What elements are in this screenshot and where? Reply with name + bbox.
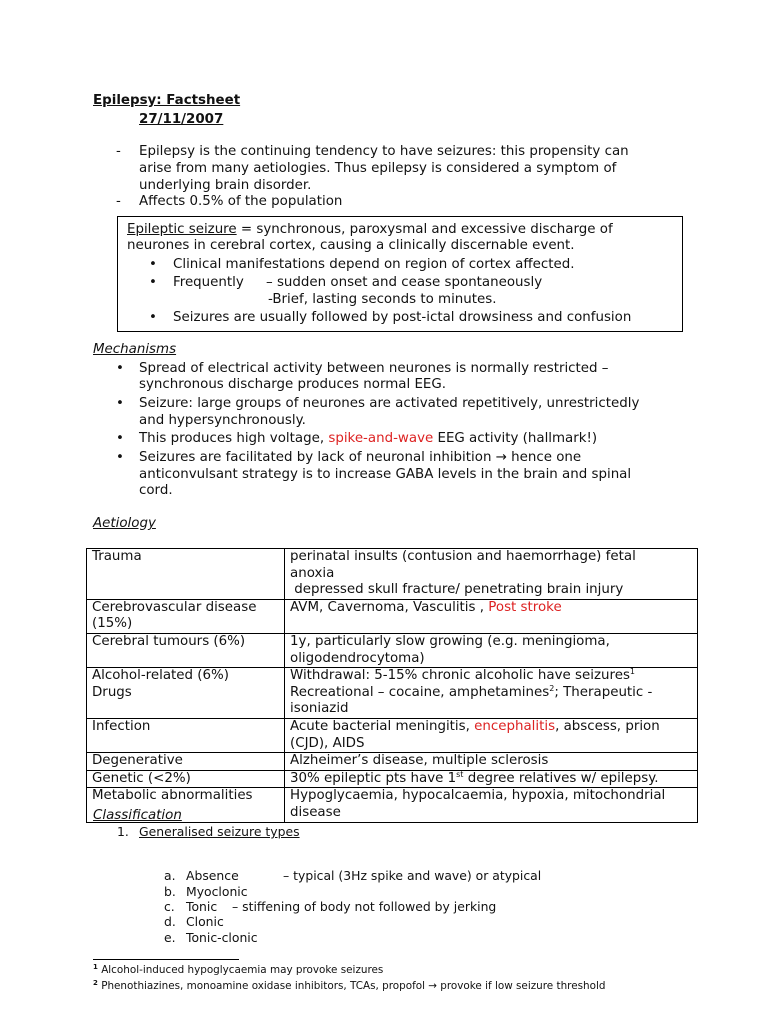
- list-letter: a.: [164, 868, 176, 883]
- table-row: [87, 718, 698, 752]
- section-heading: Aetiology: [93, 516, 156, 531]
- bullet-icon: •: [116, 396, 124, 411]
- footnote-number: 1: [93, 963, 98, 971]
- list-item: Tonic: [186, 899, 218, 914]
- page-title: Epilepsy: Factsheet: [93, 93, 241, 108]
- highlight-text: encephalitis: [474, 718, 556, 734]
- cell-line: Alcohol-related (6%): [92, 668, 229, 684]
- footnote-divider: [93, 959, 239, 960]
- table-row: [87, 770, 698, 788]
- superscript: st: [456, 769, 464, 779]
- list-item: Generalised seizure types: [139, 824, 300, 839]
- box-bullet: Clinical manifestations depend on region of cortex affected.: [173, 257, 575, 272]
- cell-text: 30% epileptic pts have 1: [290, 770, 457, 786]
- bullet-icon: •: [116, 431, 124, 446]
- intro-text: underlying brain disorder.: [139, 178, 312, 193]
- section-heading: Mechanisms: [93, 342, 177, 357]
- cell-line: perinatal insults (contusion and haemorrhage) fetal: [290, 549, 636, 564]
- box-bullet: -Brief, lasting seconds to minutes.: [268, 292, 497, 307]
- cell-text: Withdrawal: 5-15% chronic alcoholic have seizures: [290, 668, 630, 684]
- footnote-text: Alcohol-induced hypoglycaemia may provoke seizures: [101, 964, 384, 976]
- footnote-ref: 1: [629, 667, 636, 677]
- footnote-number: 2: [93, 979, 98, 987]
- list-letter: c.: [164, 899, 175, 914]
- bullet-marker: -: [116, 144, 121, 159]
- table-cell: [87, 668, 285, 719]
- cell-line: anoxia: [290, 565, 335, 581]
- table-cell: [285, 770, 698, 788]
- table-cell: [285, 668, 698, 719]
- cell-line: Cerebrovascular disease: [92, 599, 257, 615]
- table-cell: Degenerative: [87, 753, 285, 771]
- mechanism-text: Spread of electrical activity between neurones is normally restricted –: [139, 361, 609, 376]
- table-cell: [285, 718, 698, 752]
- mechanism-text: EEG activity (hallmark!): [433, 431, 598, 446]
- box-bullet: Seizures are usually followed by post-ictal drowsiness and confusion: [173, 310, 632, 325]
- cell-text: Recreational – cocaine, amphetamines: [290, 684, 550, 700]
- footnote-text: Phenothiazines, monoamine oxidase inhibitors, TCAs, propofol → provoke if low seizure threshold: [101, 980, 606, 992]
- intro-text: Epilepsy is the continuing tendency to have seizures: this propensity can: [139, 144, 629, 159]
- box-bullet: Frequently: [173, 275, 244, 290]
- bullet-icon: •: [116, 361, 124, 376]
- cell-line: [290, 719, 692, 736]
- cell-line: oligodendrocytoma): [290, 650, 425, 666]
- bullet-marker: -: [116, 194, 121, 209]
- list-letter: d.: [164, 914, 176, 929]
- table-cell: Trauma: [87, 549, 285, 600]
- table-row: [87, 668, 698, 719]
- cell-line: [290, 685, 692, 702]
- list-item: – stiffening of body not followed by jerking: [232, 899, 497, 914]
- table-cell: [87, 599, 285, 633]
- cell-line: Hypoglycaemia, hypocalcaemia, hypoxia, mitochondrial: [290, 788, 666, 804]
- table-row: [87, 599, 698, 633]
- mechanism-text: and hypersynchronously.: [139, 413, 306, 428]
- table-cell: Metabolic abnormalities: [87, 788, 285, 822]
- table-row: [87, 753, 698, 771]
- cell-line: Drugs: [92, 684, 132, 700]
- list-letter: b.: [164, 884, 176, 899]
- date-label: 27/11/2007: [139, 112, 224, 127]
- mechanism-text: [139, 431, 597, 448]
- box-bullet: – sudden onset and cease spontaneously: [266, 275, 543, 290]
- cell-line: (CJD), AIDS: [290, 735, 365, 751]
- list-number: 1.: [117, 824, 129, 839]
- cell-text: Acute bacterial meningitis,: [290, 718, 475, 734]
- intro-text: Affects 0.5% of the population: [139, 194, 343, 209]
- list-item: Tonic-clonic: [186, 930, 258, 945]
- bullet-icon: •: [149, 310, 157, 325]
- cell-text: AVM, Cavernoma, Vasculitis ,: [290, 599, 489, 615]
- table-cell: Cerebral tumours (6%): [87, 633, 285, 667]
- cell-line: [290, 668, 692, 685]
- cell-line: disease: [290, 804, 341, 820]
- list-item: Myoclonic: [186, 884, 248, 899]
- mechanism-text: anticonvulsant strategy is to increase GABA levels in the brain and spinal: [139, 467, 632, 482]
- table-cell: [285, 549, 698, 600]
- cell-line: isoniazid: [290, 701, 349, 717]
- aetiology-table: [86, 548, 698, 823]
- table-cell: [285, 599, 698, 633]
- cell-text: degree relatives w/ epilepsy.: [463, 770, 659, 786]
- cell-text: ; Therapeutic -: [554, 684, 653, 700]
- table-cell: Alzheimer’s disease, multiple sclerosis: [285, 753, 698, 771]
- definition-line: [127, 222, 613, 239]
- mechanism-text: Seizure: large groups of neurones are activated repetitively, unrestrictedly: [139, 396, 640, 411]
- list-letter: e.: [164, 930, 176, 945]
- footnote: [93, 979, 605, 993]
- table-cell: [285, 633, 698, 667]
- definition-term: Epileptic seizure: [127, 222, 237, 237]
- mechanism-text: synchronous discharge produces normal EEG.: [139, 377, 447, 392]
- table-row: [87, 549, 698, 600]
- table-cell: [285, 788, 698, 822]
- cell-line: 1y, particularly slow growing (e.g. meningioma,: [290, 633, 610, 649]
- list-item: Absence: [186, 868, 239, 883]
- bullet-icon: •: [149, 257, 157, 272]
- table-cell: Infection: [87, 718, 285, 752]
- footnote: [93, 963, 383, 977]
- footnote-ref: 2: [549, 683, 555, 693]
- section-heading: Classification: [93, 808, 182, 823]
- intro-text: arise from many aetiologies. Thus epilepsy is considered a symptom of: [139, 161, 617, 176]
- table-cell: Genetic (<2%): [87, 770, 285, 788]
- bullet-icon: •: [116, 450, 124, 465]
- highlight-text: Post stroke: [488, 599, 562, 615]
- definition-text: neurones in cerebral cortex, causing a clinically discernable event.: [127, 238, 575, 253]
- list-item: Clonic: [186, 914, 224, 929]
- mechanism-text: This produces high voltage,: [139, 431, 329, 446]
- highlight-text: spike-and-wave: [328, 431, 434, 446]
- table-row: [87, 633, 698, 667]
- mechanism-text: cord.: [139, 483, 173, 498]
- definition-text: = synchronous, paroxysmal and excessive discharge of: [236, 222, 613, 237]
- bullet-icon: •: [149, 275, 157, 290]
- cell-text: , abscess, prion: [555, 718, 660, 734]
- list-item: – typical (3Hz spike and wave) or atypical: [283, 868, 542, 883]
- cell-line: (15%): [92, 616, 133, 632]
- cell-line: depressed skull fracture/ penetrating brain injury: [290, 582, 624, 598]
- mechanism-text: Seizures are facilitated by lack of neuronal inhibition → hence one: [139, 450, 582, 465]
